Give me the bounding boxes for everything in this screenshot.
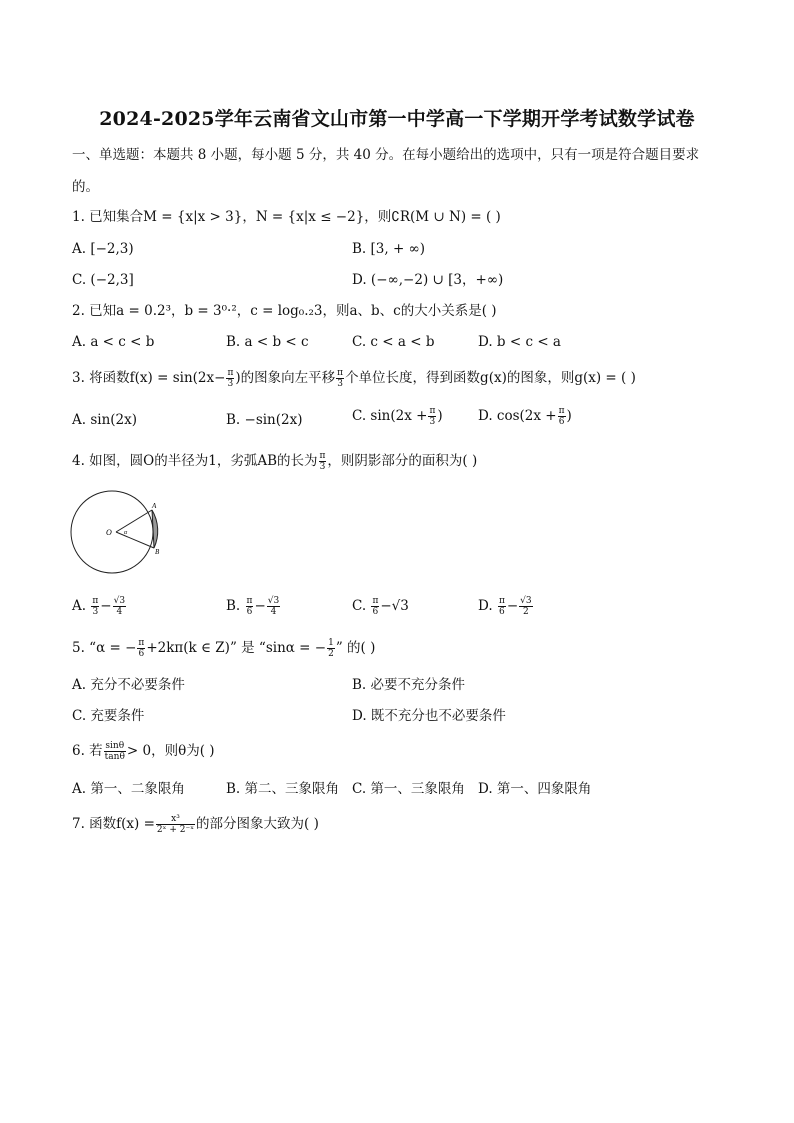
- q2-option-d: D. b < c < a: [478, 334, 561, 350]
- q5-pi-over-6: [137, 638, 145, 659]
- q4-option-a: A. $\frac{\pi}{3}$ − $\frac{√3}{4}$: [72, 596, 126, 617]
- q3-option-c-frac: [428, 406, 436, 427]
- q4-stem-pre: 4. 如图，圆O的半径为1，劣弧AB的长为: [72, 453, 318, 469]
- q4-option-a-label: A.: [72, 598, 87, 614]
- q4-option-c-tail: −√3: [380, 598, 409, 614]
- q1-option-d: D. (−∞,−2) ∪ [3，+∞): [352, 272, 504, 288]
- q3-pi-over-3: [226, 368, 234, 389]
- q6-option-d: D. 第一、四象限角: [478, 781, 592, 797]
- q4-option-b-den1: 6: [246, 607, 253, 617]
- circle-outline: [71, 491, 153, 573]
- q5-stem: [72, 638, 375, 659]
- q3-option-d-frac: [558, 406, 566, 427]
- q6-stem-pre: 6. 若: [72, 743, 103, 759]
- q4-option-d-frac1: [498, 596, 506, 617]
- q4-option-d-den2: 2: [523, 607, 529, 617]
- q3-option-d-den: 6: [558, 417, 565, 427]
- q3-option-d-close: ): [566, 408, 572, 424]
- section-heading-line1: 一、单选题：本题共 8 小题，每小题 5 分，共 40 分。在每小题给出的选项中，只有一项是符合题目要求: [72, 147, 700, 163]
- q5-option-b: B. 必要不充分条件: [352, 677, 466, 693]
- q3-option-c-text: C. sin(2x +: [352, 408, 428, 424]
- q1-option-a: A. [−2,3): [72, 241, 134, 257]
- q1-option-b: B. [3, + ∞): [352, 241, 426, 257]
- q5-frac1-den: 6: [138, 649, 145, 659]
- q3-shift-den: 3: [337, 379, 343, 389]
- q3-shift-num: π: [337, 368, 344, 378]
- q5-frac2-num: 1: [328, 638, 334, 648]
- q4-option-c-den1: 6: [372, 607, 379, 617]
- q6-option-a: A. 第一、二象限角: [72, 781, 185, 797]
- q2-option-b: B. a < b < c: [226, 334, 309, 350]
- q4-stem-post: ，则阴影部分的面积为( ): [327, 453, 478, 469]
- q7-stem: [72, 814, 319, 835]
- section-heading-line2: 的。: [72, 179, 99, 195]
- q3-option-c-num: π: [429, 406, 436, 416]
- q5-stem-post: ” 的( ): [335, 640, 376, 656]
- radius-oa: [116, 510, 152, 532]
- q3-option-c-den: 3: [429, 417, 436, 427]
- q5-stem-pre: 5. “α = −: [72, 640, 137, 656]
- q5-frac2-den: 2: [328, 649, 334, 659]
- q4-option-c-frac1: [371, 596, 379, 617]
- q4-option-d-num2: √3: [520, 596, 532, 606]
- q4-option-a-frac1: [91, 596, 99, 617]
- q4-option-a-frac2: [113, 596, 126, 617]
- q3-frac-num: π: [227, 368, 234, 378]
- q3-shift-frac: [336, 368, 344, 389]
- q3-option-d: [478, 406, 572, 427]
- q3-option-c: [352, 406, 443, 427]
- q4-option-a-num2: √3: [113, 596, 126, 606]
- q7-stem-pre: 7. 函数f(x) =: [72, 816, 155, 832]
- q4-arc-frac: [319, 451, 327, 472]
- q7-frac-num: x³: [156, 814, 195, 825]
- q3-option-c-close: ): [437, 408, 443, 424]
- q4-option-b-num1: π: [246, 596, 253, 606]
- q3-option-d-num: π: [558, 406, 565, 416]
- label-a: A: [152, 502, 157, 510]
- q2-option-c: C. c < a < b: [352, 334, 435, 350]
- q5-stem-mid: +2kπ(k ∈ Z)” 是 “sinα = −: [146, 640, 327, 656]
- q3-option-a: A. sin(2x): [72, 412, 138, 428]
- q2-option-a: A. a < c < b: [72, 334, 155, 350]
- q6-frac-den: tanθ: [104, 752, 125, 762]
- q5-option-d: D. 既不充分也不必要条件: [352, 708, 506, 724]
- q1-stem: 1. 已知集合M = {x|x > 3}，N = {x|x ≤ −2}，则∁R(M ∪ N) = ( ): [72, 209, 501, 225]
- q4-option-d-label: D.: [478, 598, 493, 614]
- q4-option-c-num1: π: [372, 596, 379, 606]
- q7-frac-den: 2ˣ + 2⁻ˣ: [156, 825, 195, 835]
- q1-option-c: C. (−2,3]: [72, 272, 134, 288]
- q6-stem-post: > 0，则θ为( ): [126, 743, 215, 759]
- q4-arc-num: π: [319, 451, 326, 461]
- q4-option-d-den1: 6: [499, 607, 505, 617]
- q3-option-d-text: D. cos(2x +: [478, 408, 557, 424]
- label-o: O: [106, 528, 112, 537]
- q4-option-c: [352, 596, 409, 617]
- q6-option-b: B. 第二、三象限角: [226, 781, 340, 797]
- q3-stem-pre: 3. 将函数f(x) = sin(2x−: [72, 370, 226, 386]
- q4-option-a-den2: 4: [116, 607, 123, 617]
- q4-option-b-den2: 4: [270, 607, 277, 617]
- q2-stem: 2. 已知a = 0.2³，b = 3⁰·²，c = log₀.₂3，则a、b、c的大小关系是( ): [72, 303, 497, 319]
- q7-stem-post: 的部分图象大致为( ): [196, 816, 319, 832]
- q6-sin-over-tan: [104, 741, 126, 762]
- q6-option-c: C. 第一、三象限角: [352, 781, 465, 797]
- q6-stem: [72, 741, 215, 762]
- q3-frac-den: 3: [227, 379, 234, 389]
- q3-stem: [72, 368, 636, 389]
- label-b: B: [155, 548, 160, 556]
- q5-one-half: [327, 638, 335, 659]
- q6-frac-num: sinθ: [105, 741, 125, 751]
- q3-stem-mid: )的图象向左平移: [235, 370, 336, 386]
- q4-option-a-den1: 3: [92, 607, 99, 617]
- q4-option-b-num2: √3: [267, 596, 280, 606]
- radius-ob: [116, 532, 154, 548]
- q5-option-a: A. 充分不必要条件: [72, 677, 185, 693]
- q4-option-d-num1: π: [498, 596, 505, 606]
- q4-stem: [72, 451, 477, 472]
- shaded-segment: [152, 510, 158, 548]
- q5-option-c: C. 充要条件: [72, 708, 145, 724]
- q4-option-b-label: B.: [226, 598, 241, 614]
- q4-option-d: D. $\frac{\pi}{6}$ − $\frac{√3}{2}$: [478, 596, 532, 617]
- q3-option-b: B. −sin(2x): [226, 412, 303, 428]
- label-alpha: α: [124, 530, 128, 536]
- q4-option-b-frac1: [246, 596, 254, 617]
- q3-stem-post: 个单位长度，得到函数g(x)的图象，则g(x) = ( ): [345, 370, 636, 386]
- page-title: 2024-2025学年云南省文山市第一中学高一下学期开学考试数学试卷: [99, 108, 695, 130]
- q4-option-b-frac2: [267, 596, 280, 617]
- q4-option-a-num1: π: [92, 596, 99, 606]
- q4-option-d-frac2: [519, 596, 532, 617]
- q7-function-frac: [156, 814, 195, 835]
- q4-circle-figure: [68, 490, 168, 574]
- q4-arc-den: 3: [319, 462, 326, 472]
- q4-option-c-label: C.: [352, 598, 367, 614]
- q4-option-b: B. $\frac{\pi}{6}$ − $\frac{√3}{4}$: [226, 596, 280, 617]
- q5-frac1-num: π: [138, 638, 145, 648]
